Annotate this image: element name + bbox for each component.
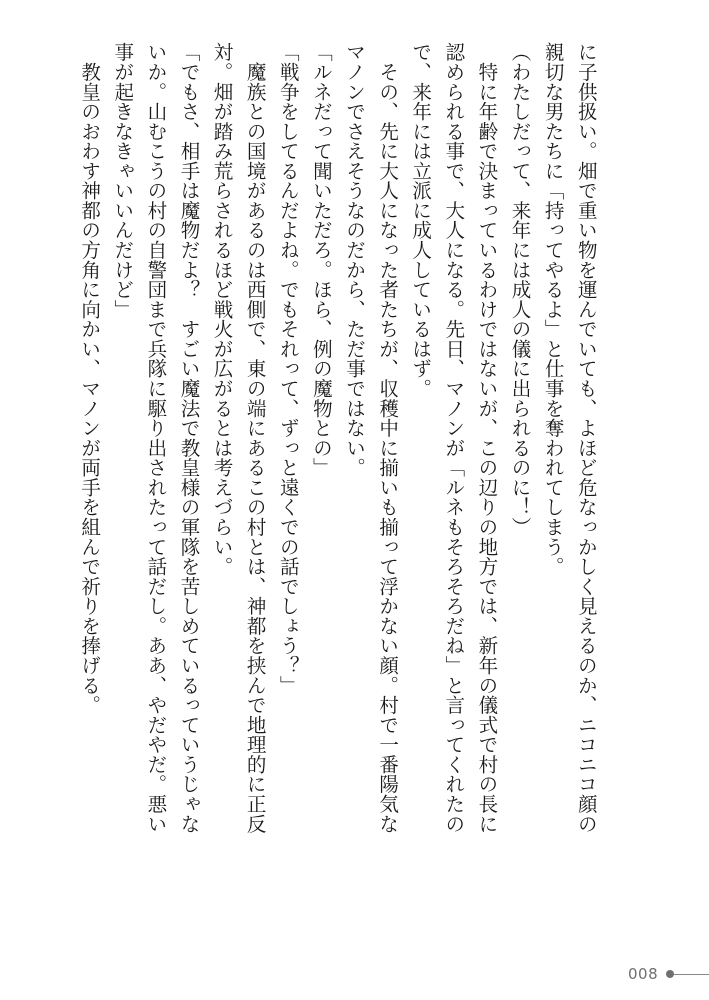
text-line: 対。畑が踏み荒らされるほど戦火が広がるとは考えづらい。: [210, 42, 234, 577]
page-footer: [628, 962, 709, 986]
text-line: 認められる事で、大人になる。先日、マノンが「ルネもそろそろだね」と言ってくれたの: [442, 42, 466, 834]
text-line: で、来年には立派に成人しているはず。: [409, 42, 433, 399]
text-line: 魔族との国境があるのは西側で、東の端にあるこの村とは、神都を挟んで地理的に正反: [243, 42, 267, 834]
text-line: 「ルネだって聞いただろ。ほら、例の魔物との」: [310, 42, 334, 478]
text-line: 事が起きなきゃいいんだけど」: [111, 42, 135, 319]
text-line: その、先に大人になった者たちが、収穫中に揃いも揃って浮かない顔。村で一番陽気な: [376, 42, 400, 834]
page-marker-rule: [674, 974, 709, 975]
text-line: 「戦争をしてるんだよね。でもそれって、ずっと遠くでの話でしょう？」: [276, 42, 301, 695]
text-line: （わたしだって、来年には成人の儀に出られるのに！）: [508, 42, 532, 537]
text-line: いか。山むこうの村の自警団まで兵隊に駆り出されたって話だし。ああ、やだやだ。悪い: [144, 42, 168, 834]
text-line: 特に年齢で決まっているわけではないが、この辺りの地方では、新年の儀式で村の長に: [475, 42, 499, 834]
text-line: に子供扱い。畑で重い物を運んでいても、よほど危なっかしく見えるのか、ニコニコ顔の: [574, 42, 599, 834]
body-text: [40, 42, 669, 834]
text-line: マノンでさえそうなのだから、ただ事ではない。: [343, 42, 367, 478]
page-marker-dot: [666, 970, 674, 978]
page-number: 008: [628, 965, 659, 983]
text-line: 親切な男たちに「持ってやるよ」と仕事を奪われてしまう。: [541, 42, 565, 577]
text-line: 教皇のおわす神都の方角に向かい、マノンが両手を組んで祈りを捧げる。: [78, 42, 102, 715]
text-line: 「でもさ、相手は魔物だよ？ すごい魔法で教皇様の軍隊を苦しめているっていうじゃな: [177, 42, 201, 834]
